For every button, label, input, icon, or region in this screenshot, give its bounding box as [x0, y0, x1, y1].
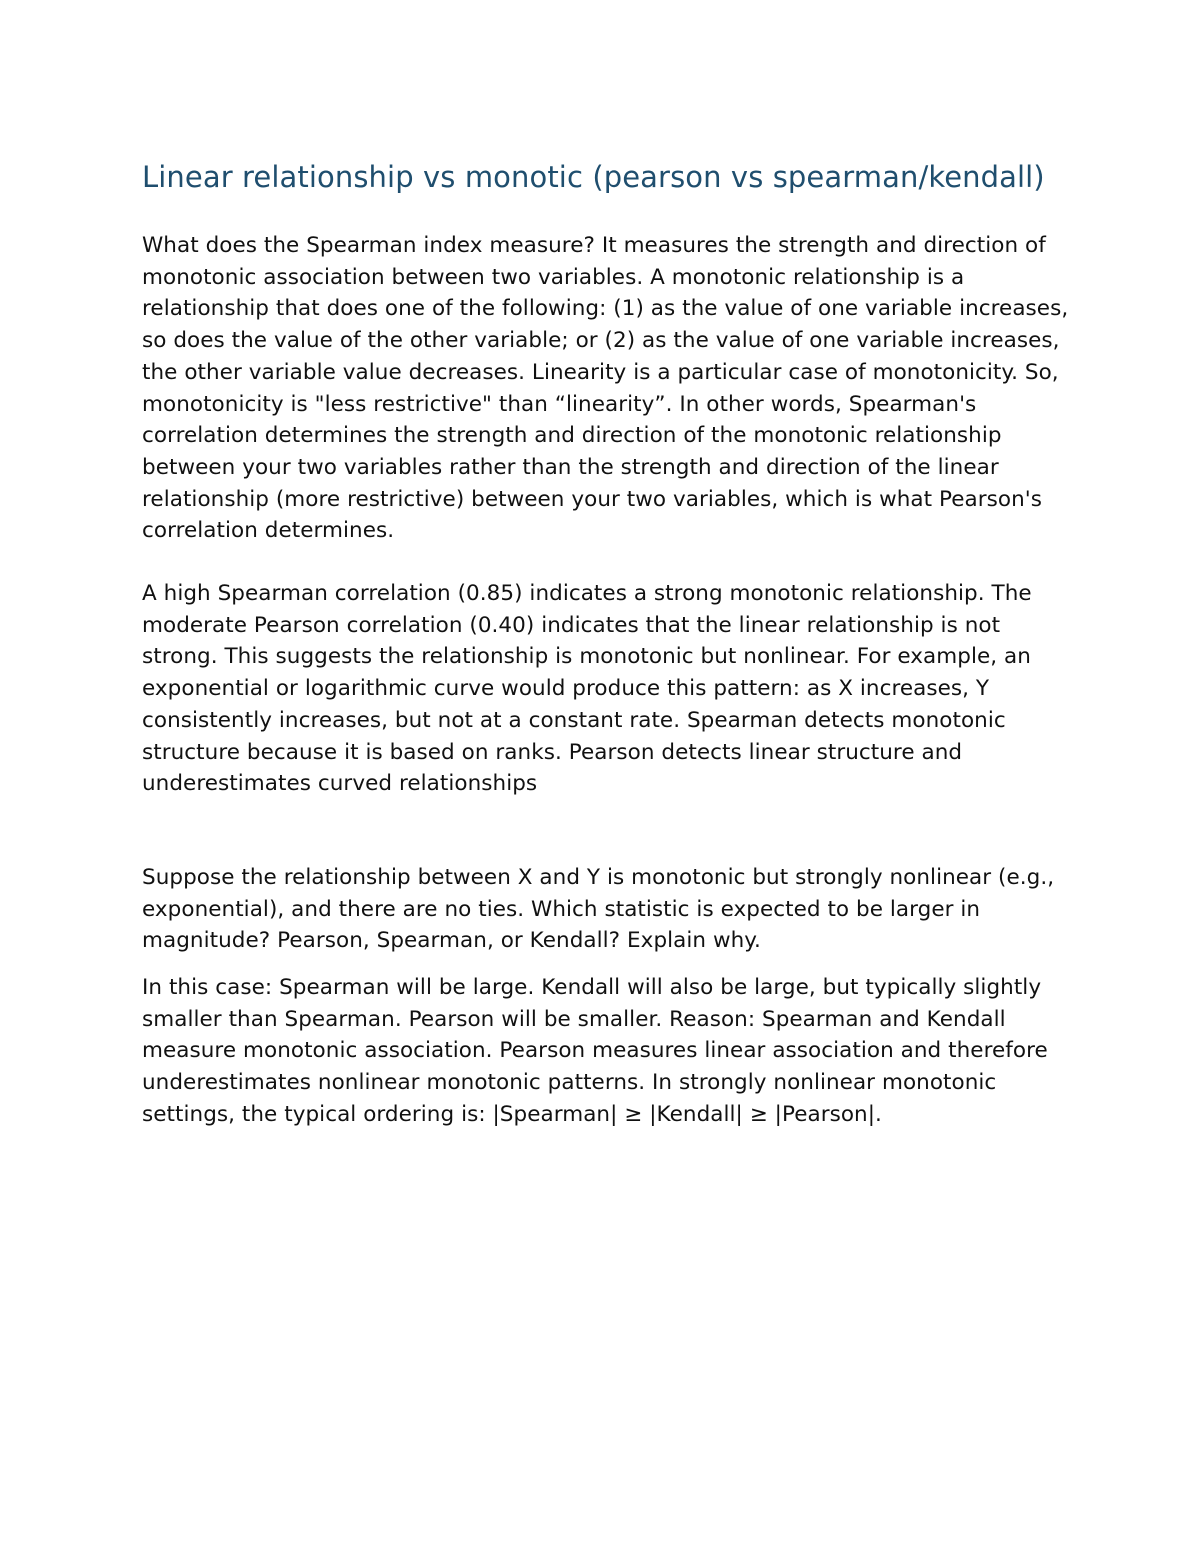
- document-body: [142, 156, 1072, 1131]
- paragraph-spearman-definition: What does the Spearman index measure? It measures the strength and direction of monotonic association between two variables. A monotonic relationship is a relationship that does one of the following: (1) as the value of one variable increases, so does the value of the other variable; or (2) as the value of one variable increases, the other variable value decreases. Linearity is a particular case of monotonicity. So, monotonicity is "less restrictive" than “linearity”. In other words, Spearman's correlation determines the strength and direction of the monotonic relationship between your two variables rather than the strength and direction of the linear relationship (more restrictive) between your two variables, which is what Pearson's correlation determines.: [142, 233, 1069, 544]
- paragraph-question: Suppose the relationship between X and Y is monotonic but strongly nonlinear (e.g., exponential), and there are no ties. Which statistic is expected to be larger in magnitude? Pearson, Spearman, or Kendall? Explain why.: [142, 864, 1055, 954]
- paragraph-answer: In this case: Spearman will be large. Kendall will also be large, but typically slightly smaller than Spearman. Pearson will be smaller. Reason: Spearman and Kendall measure monotonic association. Pearson measures linear association and therefore underestimates nonlinear monotonic patterns. In strongly nonlinear monotonic settings, the typical ordering is: |Spearman| ≥ |Kendall| ≥ |Pearson|.: [142, 975, 1048, 1127]
- document-heading: Linear relationship vs monotic (pearson vs spearman/kendall): [142, 160, 1045, 194]
- paragraph-correlation-example: A high Spearman correlation (0.85) indicates a strong monotonic relationship. The moderate Pearson correlation (0.40) indicates that the linear relationship is not strong. This suggests the relationship is monotonic but nonlinear. For example, an exponential or logarithmic curve would produce this pattern: as X increases, Y consistently increases, but not at a constant rate. Spearman detects monotonic structure because it is based on ranks. Pearson detects linear structure and underestimates curved relationships: [142, 581, 1032, 797]
